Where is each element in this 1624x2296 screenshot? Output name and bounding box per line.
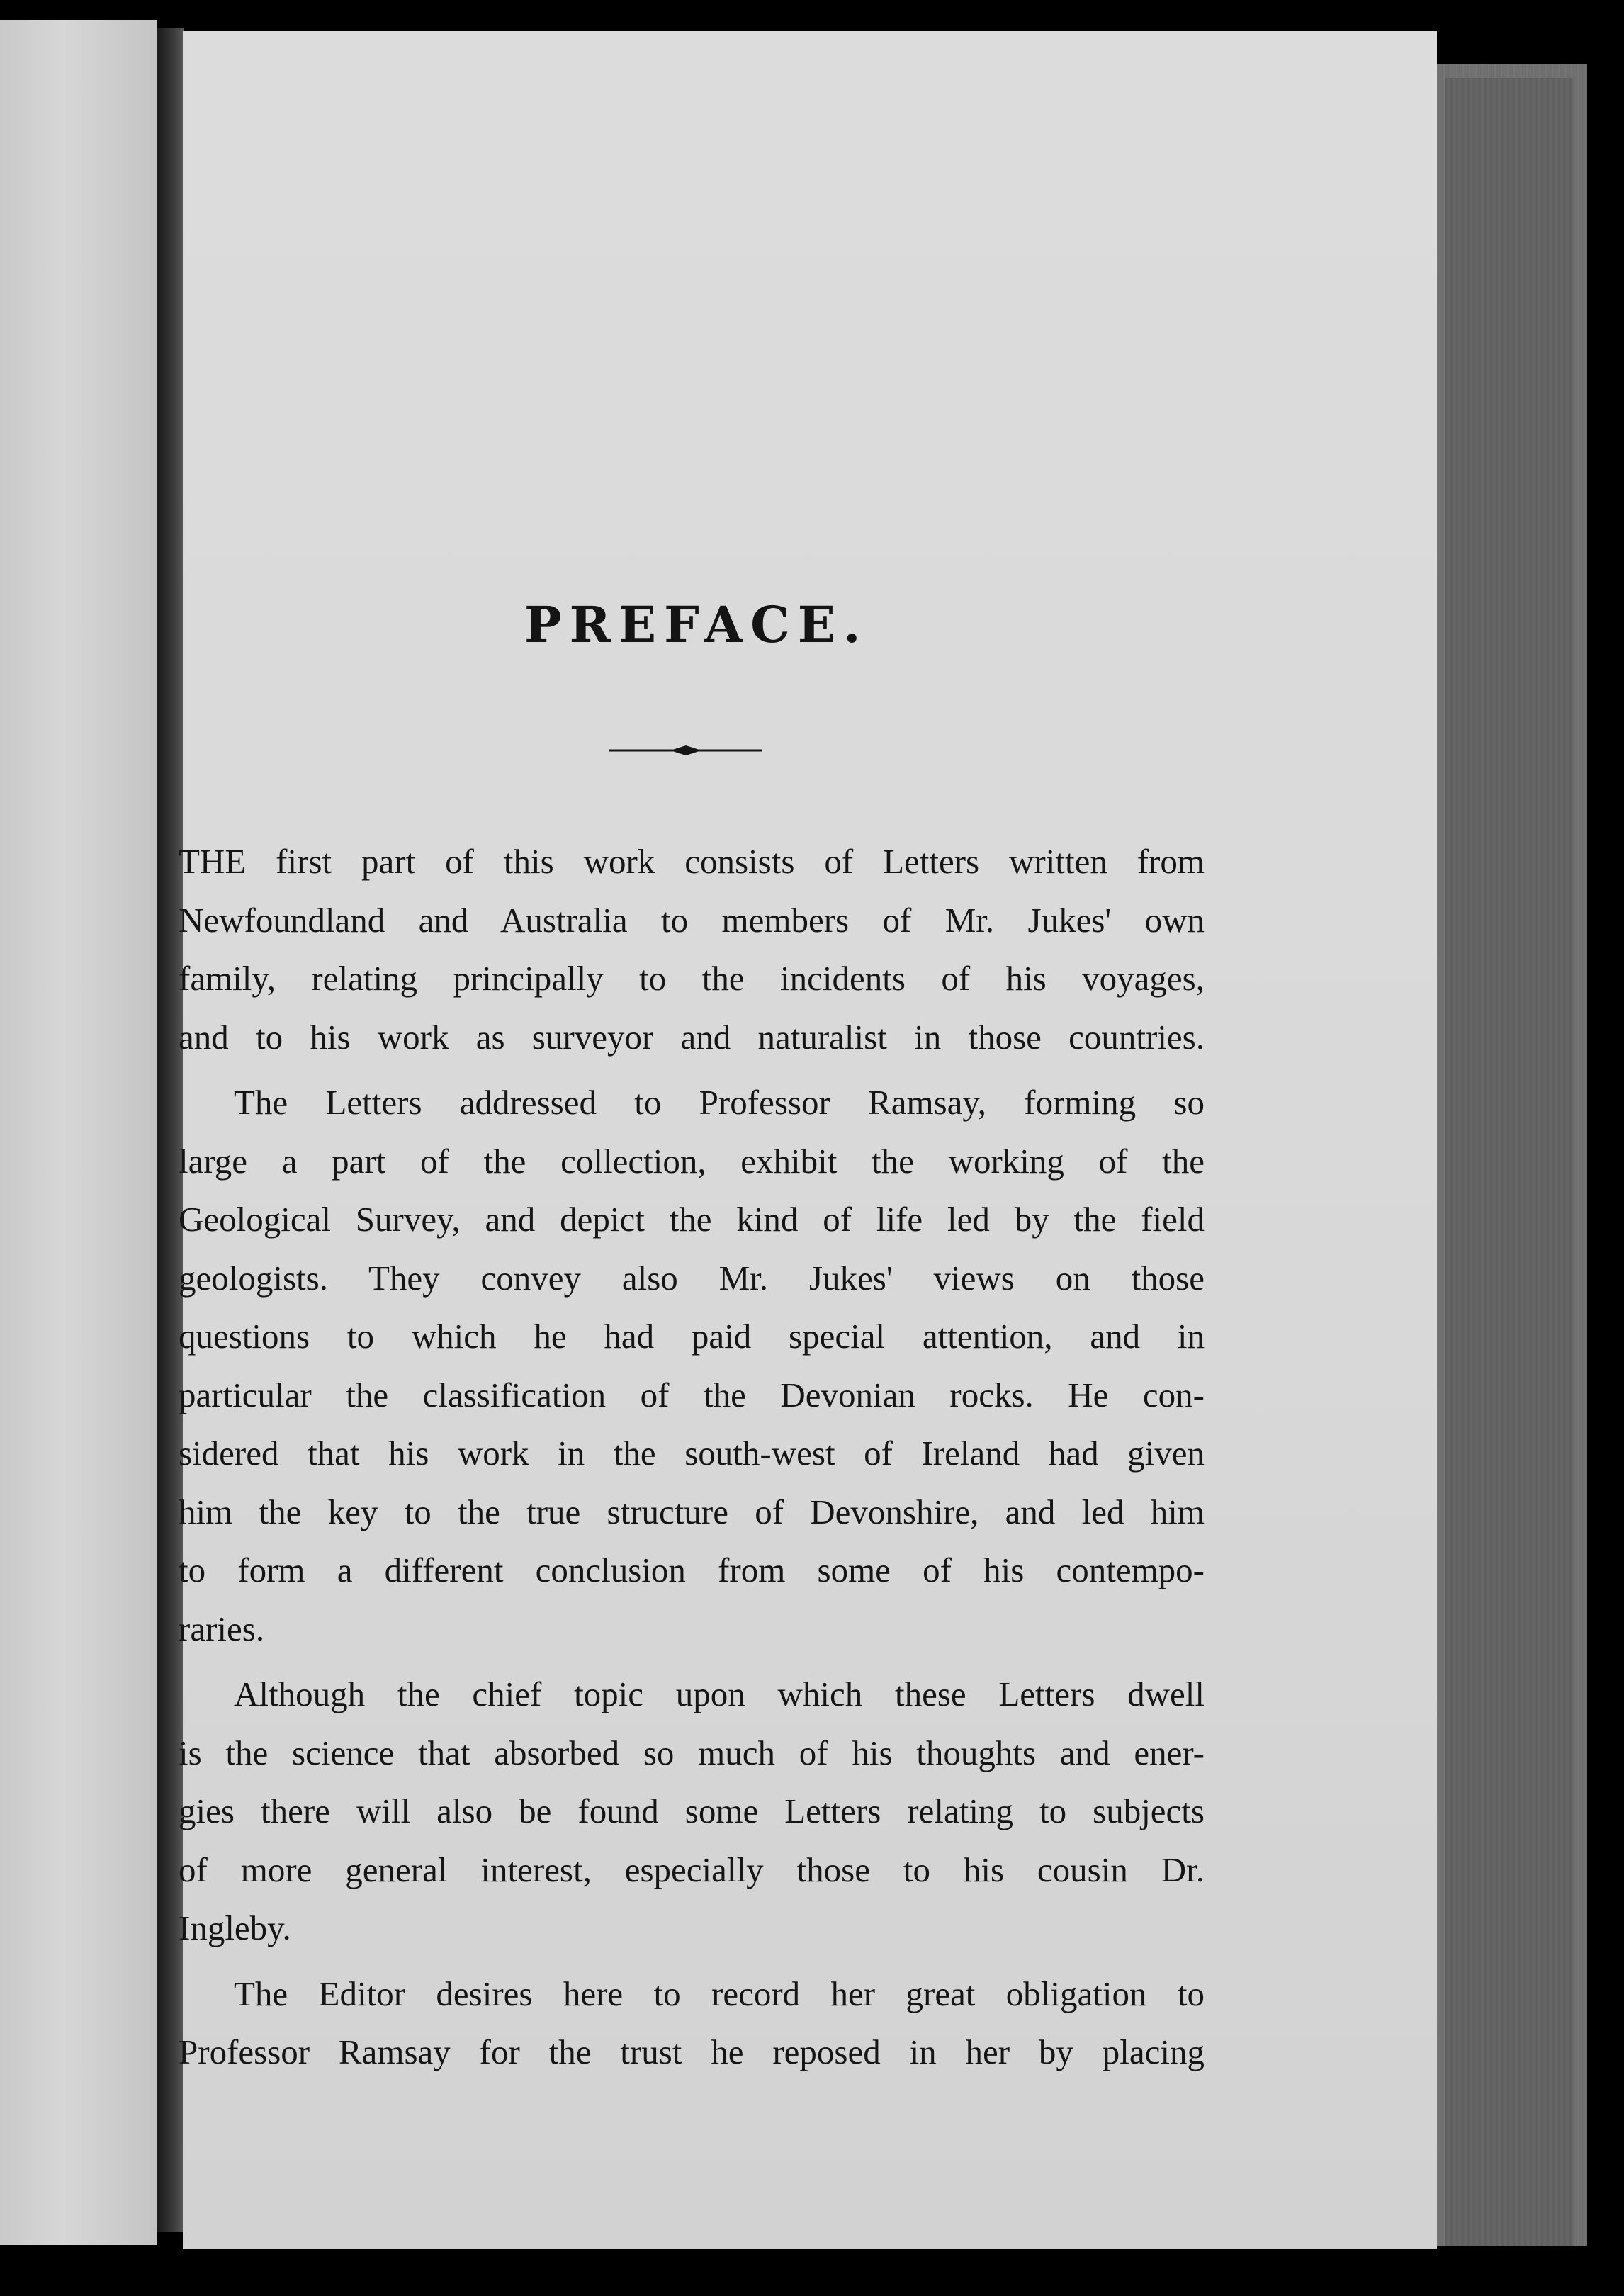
text-line: Although the chief topic upon which these Letters dwell [234, 1675, 1205, 1713]
text-line: him the key to the true structure of Devonshire, and led him [179, 1492, 1205, 1531]
text-line: questions to which he had paid special attention, and in [179, 1317, 1205, 1356]
text-line: family, relating principally to the incidents of his voyages, [179, 959, 1205, 998]
text-line: geologists. They convey also Mr. Jukes' views on those [179, 1258, 1205, 1298]
text-line: is the science that absorbed so much of his thoughts and ener- [179, 1733, 1205, 1772]
text-line: The Letters addressed to Professor Ramsay, forming so [234, 1083, 1205, 1122]
page-title: PREFACE. [524, 595, 869, 654]
page-block-edge-shadow [1445, 78, 1573, 2246]
facing-page-edge [0, 20, 157, 2245]
text-line: raries. [179, 1609, 265, 1648]
text-line: gies there will also be found some Letters relating to subjects [179, 1791, 1205, 1830]
text-line: Newfoundland and Australia to members of Mr. Jukes' own [179, 900, 1205, 940]
text-line: and to his work as surveyor and naturalist in those countries. [179, 1017, 1205, 1057]
ornament-divider-icon [609, 740, 762, 761]
text-line: large a part of the collection, exhibit the working of the [179, 1141, 1205, 1181]
text-line: particular the classification of the Devonian rocks. He con- [179, 1375, 1205, 1414]
paragraph [179, 1074, 1205, 1658]
text-line: Geological Survey, and depict the kind of life led by the field [179, 1200, 1205, 1239]
preface-body [179, 833, 1205, 2089]
paragraph [179, 1665, 1205, 1958]
text-line: The Editor desires here to record her great obligation to [234, 1974, 1205, 2013]
text-line: THE first part of this work consists of Letters written from [179, 842, 1205, 881]
text-line: to form a different conclusion from some of his contempo- [179, 1551, 1205, 1589]
text-line: Ingleby. [179, 1908, 291, 1947]
paragraph [179, 1965, 1205, 2082]
paragraph [179, 833, 1205, 1067]
text-line: sidered that his work in the south-west of Ireland had given [179, 1434, 1205, 1473]
text-line: Professor Ramsay for the trust he reposed in her by placing [179, 2032, 1205, 2071]
text-line: of more general interest, especially those to his cousin Dr. [179, 1850, 1205, 1889]
